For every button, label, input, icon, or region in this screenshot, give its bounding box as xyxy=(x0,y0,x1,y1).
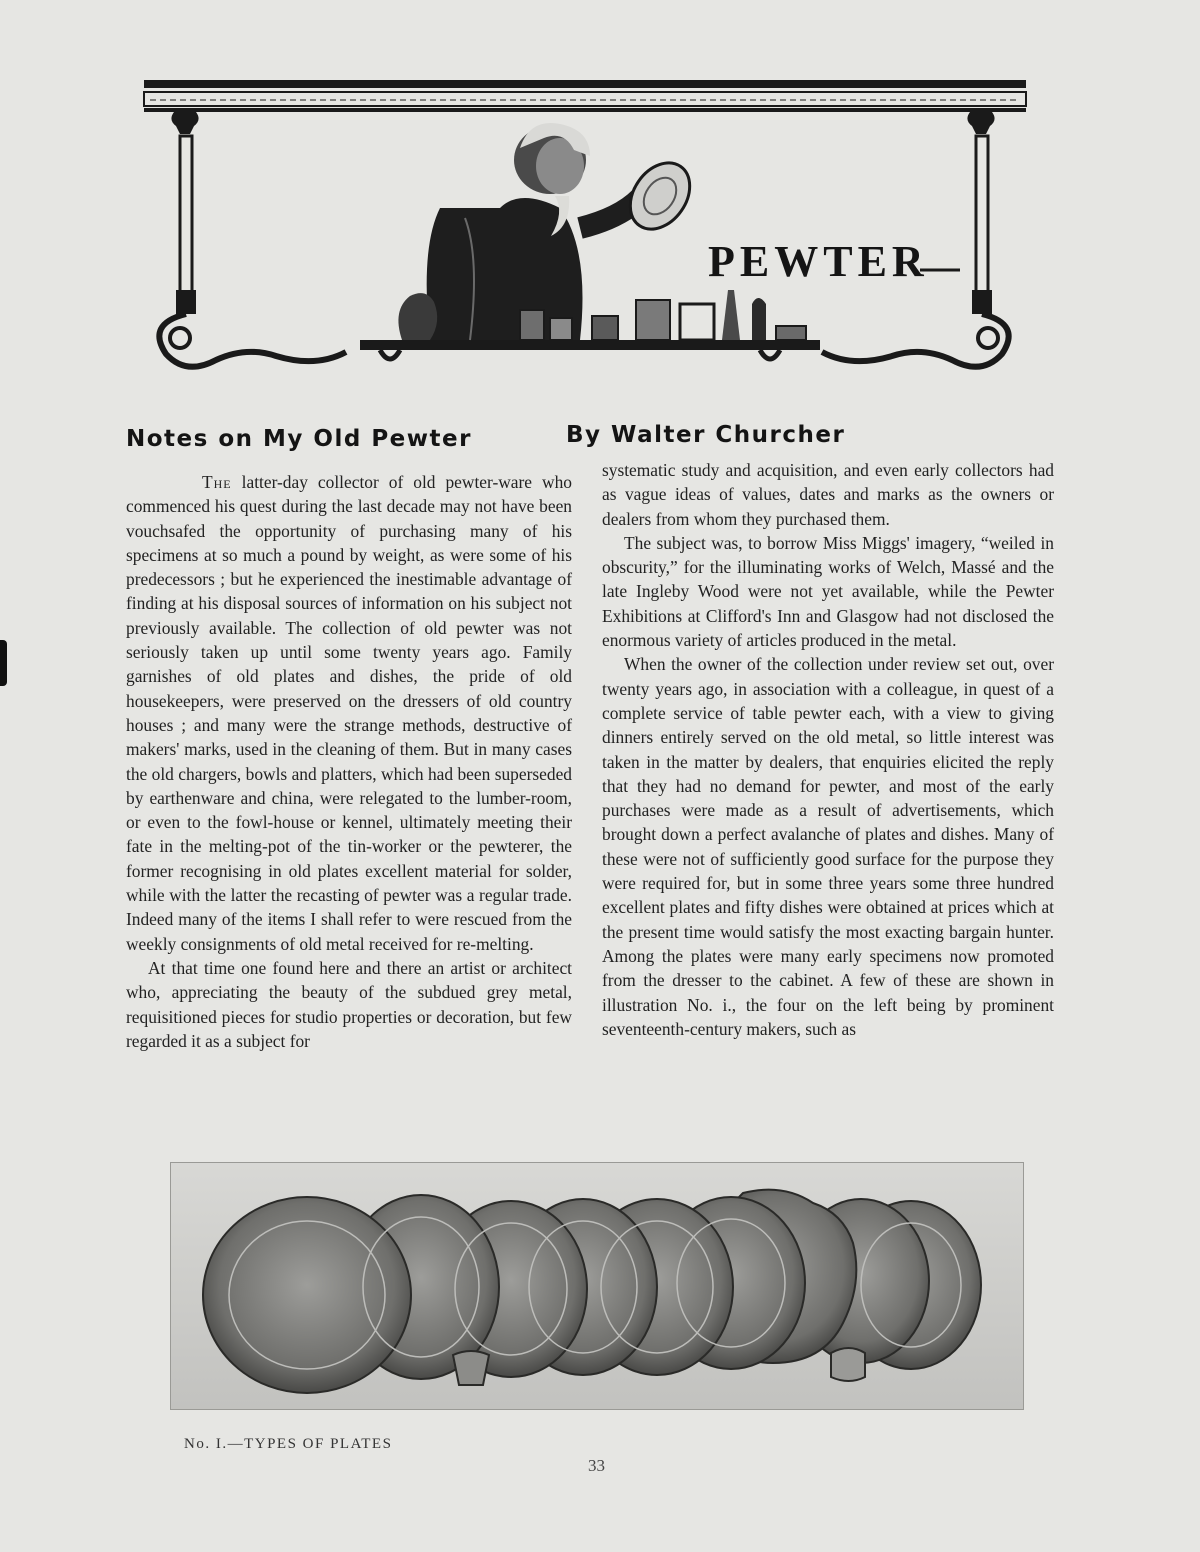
figure-caption: No. I.—TYPES OF PLATES xyxy=(184,1436,393,1452)
paragraph xyxy=(126,470,572,956)
article-title: Notes on My Old Pewter xyxy=(126,426,472,452)
text-column-right xyxy=(602,458,1054,1041)
plates-photograph xyxy=(170,1162,1024,1410)
header-illustration xyxy=(140,78,1030,398)
paragraph-text: latter-day collector of old pewter-ware who commenced his quest during the last decade may not have been vouchsafed the opportunity of purchasing many of his specimens at so much a pound by weight, as were some of his predecessors ; but he experienced the inestimable advantage of finding at his disposal sources of information on his subject not previously available. The collection of old pewter was not seriously taken up until some twenty years ago. Family garnishes of old plates and dishes, the pride of old housekeepers, were preserved on the dressers of old country houses ; and many were the strange methods, destructive of makers' marks, used in the cleaning of them. But in many cases the old chargers, bowls and platters, which had been superseded by earthenware and china, were relegated to the lumber-room, or even to the fowl-house or kennel, ultimately meeting their fate in the melting-pot of the tin-worker or the pewterer, the former recognising in old plates excellent material for solder, while with the latter the recasting of pewter was a regular trade. Indeed many of the items I shall refer to were rescued from the weekly consignments of old metal received for re-melting. xyxy=(126,472,572,954)
page-number: 33 xyxy=(588,1456,605,1475)
scan-edge-mark xyxy=(0,640,7,686)
lead-word: The xyxy=(202,472,232,492)
paragraph: At that time one found here and there an artist or architect who, appreciating the beauty of the subdued grey metal, requisitioned pieces for studio properties or decoration, but few regarded it as a subject for xyxy=(126,957,572,1051)
paragraph: systematic study and acquisition, and even early collectors had as vague ideas of values, dates and marks as the owners or dealers from whom they purchased them. xyxy=(602,460,1054,529)
article-byline: By Walter Churcher xyxy=(566,422,846,448)
text-column-left xyxy=(126,470,572,1053)
paragraph: When the owner of the collection under review set out, over twenty years ago, in association with a colleague, in quest of a complete service of table pewter each, with a view to giving dinners entirely served on the old metal, so little interest was taken in the matter by dealers, that enquiries elicited the reply that they had no demand for pewter, and most of the early purchases were made as a result of advertisements, which brought down a perfect avalanche of plates and dishes. Many of these were not of sufficiently good surface for the purpose they were required for, but in some three years some three hundred excellent plates and fifty dishes were obtained at prices which at the present time would satisfy the most exacting bargain hunter. Among the plates were many early specimens now promoted from the dresser to the cabinet. A few of these are shown in illustration No. i., the four on the left being by prominent seventeenth-century makers, such as xyxy=(602,654,1054,1039)
paragraph: The subject was, to borrow Miss Miggs' imagery, “weiled in obscurity,” for the illuminating works of Welch, Massé and the late Ingleby Wood were not yet available, while the Pewter Exhibitions at Clifford's Inn and Glasgow had not disclosed the enormous variety of articles produced in the metal. xyxy=(602,532,1054,651)
pewter-plates-image xyxy=(171,1163,1023,1409)
illustration-heading: PEWTER xyxy=(708,237,929,286)
